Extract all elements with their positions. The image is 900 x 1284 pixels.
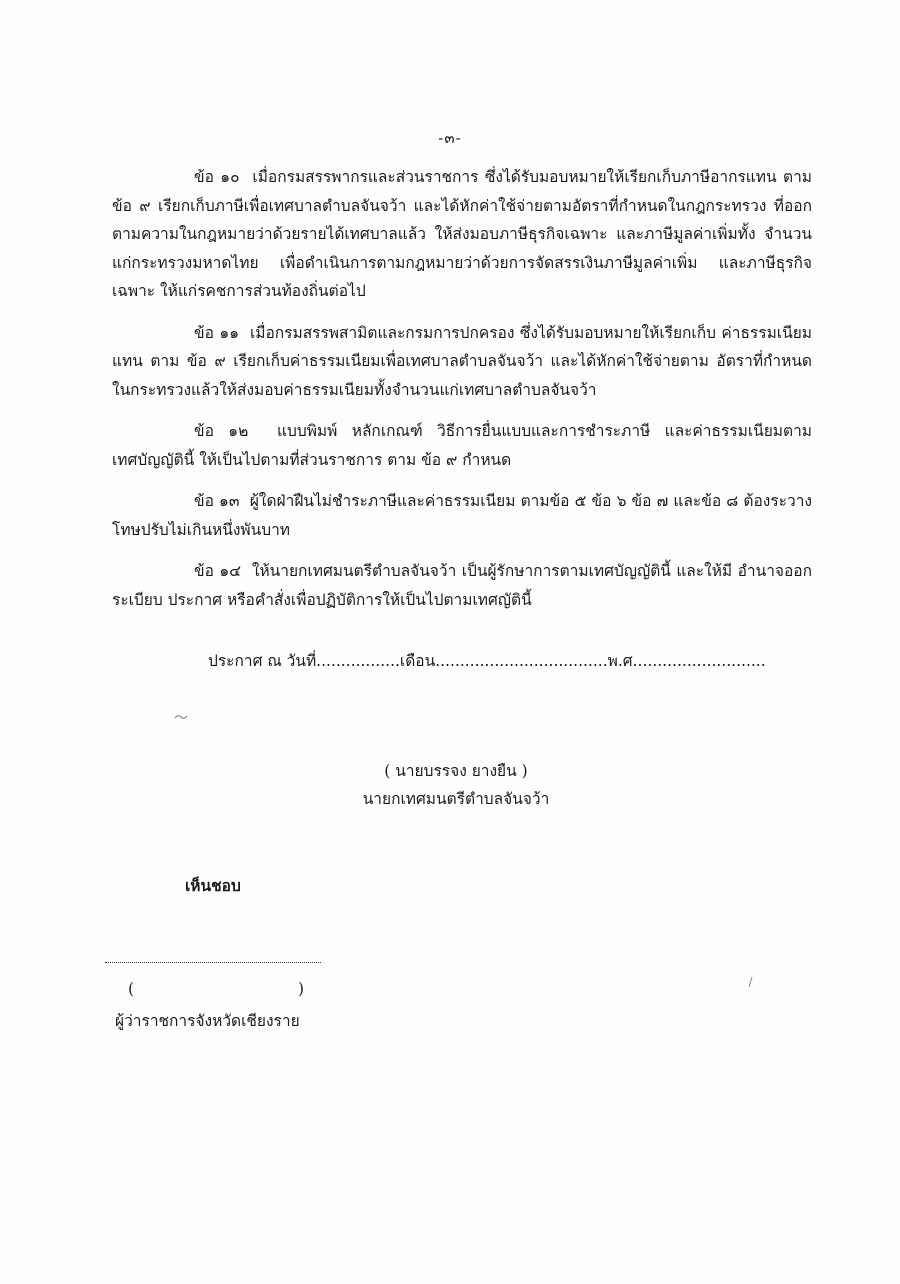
paren-open: ( [128, 980, 135, 998]
clause-10 [112, 163, 812, 306]
approver-name-parentheses [128, 980, 304, 998]
signatory-title: นายกเทศมนตรีตำบลจันจว้า [362, 790, 550, 808]
clause-text: แบบพิมพ์ หลักเกณฑ์ วิธีการยื่นแบบและการชำระภาษี และค่าธรรมเนียมตาม เทศบัญญัตินี้ ให้เป็นไปตามที่ส่วนราชการ ตาม ข้อ ๙ กำหนด [112, 422, 813, 469]
paren-close: ) [297, 980, 304, 998]
signatory-name: ( นายบรรจง ยางยืน ) [384, 762, 528, 780]
clause-label: ข้อ ๑๑ [194, 323, 240, 342]
clause-14 [112, 557, 812, 614]
approver-title: ผู้ว่าราชการจังหวัดเชียงราย [115, 1012, 300, 1030]
clause-text: ให้นายกเทศมนตรีตำบลจันจว้า เป็นผู้รักษาการตามเทศบัญญัตินี้ และให้มี อำนาจออกระเบียบ ประกาศ หรือคำสั่งเพื่อปฏิบัติการให้เป็นไปตามเทศญัตินี้ [112, 562, 812, 609]
clause-label: ข้อ ๑๒ [194, 422, 249, 440]
clause-label: ข้อ ๑๓ [194, 492, 240, 510]
clause-text: เมื่อกรมสรรพากรและส่วนราชการ ซึ่งได้รับมอบหมายให้เรียกเก็บภาษีอากรแทน ตามข้อ ๙ เรียกเก็บภาษีเพื่อเทศบาลตำบลจันจว้า และได้หักค่าใช้จ่ายตามอัตราที่กำหนดในกฎกระทรวง ที่ออกตามความในกฎหมายว่าด้วยรายได้เทศบาลแล้ว ให้ส่งมอบภาษีธุรกิจเฉพาะ และภาษีมูลค่าเพิ่มทั้ง จำนวนแก่กระทรวงมหาดไทย เพื่อดำเนินการตามกฎหมายว่าด้วยการจัดสรรเงินภาษีมูลค่าเพิ่ม และภาษีธุรกิจเฉพาะ ให้แก่รคชการส่วนท้องถิ่นต่อไป [112, 168, 812, 300]
clause-13 [112, 487, 812, 544]
clause-text: เมื่อกรมสรรพสามิตและกรมการปกครอง ซึ่งได้รับมอบหมายให้เรียกเก็บ ค่าธรรมเนียมแทน ตาม ข้อ ๙ เรียกเก็บค่าธรรมเนียมเพื่อเทศบาลตำบลจันจว้า และได้หักค่าใช้จ่ายตาม อัตราที่กำหนดในกระทรวงแล้วให้ส่งมอบค่าธรรมเนียมทั้งจำนวนแก่เทศบาลตำบลจันจว้า [112, 323, 812, 399]
stray-pen-mark [746, 976, 756, 988]
clause-label: ข้อ ๑๔ [194, 562, 241, 580]
announcement-date-line: ประกาศ ณ วันที่.................เดือน...................................พ.ศ........................... [208, 652, 766, 670]
clause-label: ข้อ ๑๐ [194, 168, 240, 186]
signature-dotted-line [105, 962, 321, 963]
clause-12 [112, 417, 812, 474]
clause-11 [112, 319, 812, 405]
ink-smudge-mark [174, 712, 190, 722]
approval-label: เห็นชอบ [185, 876, 241, 895]
page-number: -๓- [438, 129, 462, 147]
document-body [112, 163, 812, 627]
clause-text: ผู้ใดฝ่าฝืนไม่ชำระภาษีและค่าธรรมเนียม ตามข้อ ๕ ข้อ ๖ ข้อ ๗ และข้อ ๘ ต้องระวางโทษปรับไม่เกินหนึ่งพันบาท [112, 492, 812, 539]
